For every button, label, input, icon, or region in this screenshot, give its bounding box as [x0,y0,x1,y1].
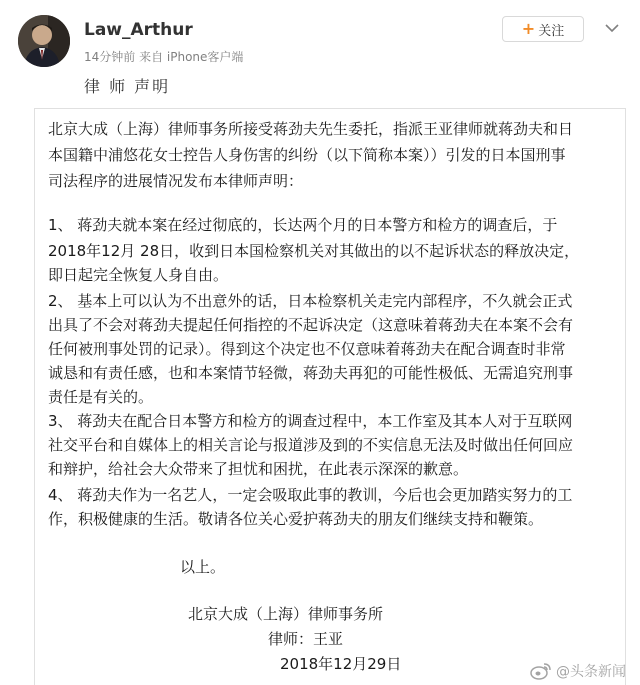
plus-icon: + [521,19,536,38]
item-4-line: 作，积极健康的生活。敬请各位关心爱护蒋劲夫的朋友们继续支持和鞭策。 [48,510,544,528]
follow-button[interactable] [502,16,584,42]
chevron-down-icon[interactable] [604,20,620,36]
item-3-line: 和辩护，给社会大众带来了担忧和困扰，在此表示深深的歉意。 [48,460,469,478]
item-2-line: 责任是有关的。 [48,388,154,406]
follow-label: 关注 [538,23,565,39]
item-4-line: 4、 蒋劲夫作为一名艺人，一定会吸取此事的教训，今后也会更加踏实努力的工 [48,486,573,504]
watermark [530,661,626,681]
item-2-line: 诚恳和有责任感，也和本案情节轻微，蒋劲夫再犯的可能性极低、无需追究刑事 [48,364,574,382]
username[interactable]: Law_Arthur [84,20,193,40]
lawyer-name: 律师：王亚 [268,630,344,648]
item-2-line: 出具了不会对蒋劲夫提起任何指控的不起诉决定（这意味着蒋劲夫在本案不会有 [48,316,574,334]
item-1-line: 1、 蒋劲夫就本案在经过彻底的，长达两个月的日本警方和检方的调查后，于 [48,216,558,234]
item-1-line: 即日起完全恢复人身自由。 [48,266,229,284]
post-title: 律 师 声明 [84,77,171,96]
weibo-logo-icon [530,662,552,680]
law-firm-name: 北京大成（上海）律师事务所 [188,605,384,623]
item-3-line: 3、 蒋劲夫在配合日本警方和检方的调查过程中，本工作室及其本人对于互联网 [48,412,573,430]
post-header [0,0,640,100]
avatar[interactable] [18,15,70,67]
item-2-line: 任何被刑事处罚的记录）。得到这个决定也不仅意味着蒋劲夫在配合调查时非常 [48,340,566,358]
item-3-line: 社交平台和自媒体上的相关言论与报道涉及到的不实信息无法及时做出任何回应 [48,436,574,454]
watermark-text: @头条新闻 [556,664,626,680]
closing-text: 以上。 [180,558,226,576]
avatar-image [18,15,70,67]
item-2-line: 2、 基本上可以认为不出意外的话，日本检察机关走完内部程序，不久就会正式 [48,292,573,310]
post-meta: 14分钟前 来自 iPhone客户端 [84,50,244,64]
item-1-line: 2018年12月 28日，收到日本国检察机关对其做出的以不起诉状态的释放决定， [48,242,580,260]
intro-line: 北京大成（上海）律师事务所接受蒋劲夫先生委托，指派王亚律师就蒋劲夫和日 [48,120,574,138]
statement-date: 2018年12月29日 [280,655,402,673]
intro-line: 司法程序的进展情况发布本律师声明： [48,172,304,190]
intro-line: 本国籍中浦悠花女士控告人身伤害的纠纷（以下简称本案））引发的日本国刑事 [48,146,566,164]
